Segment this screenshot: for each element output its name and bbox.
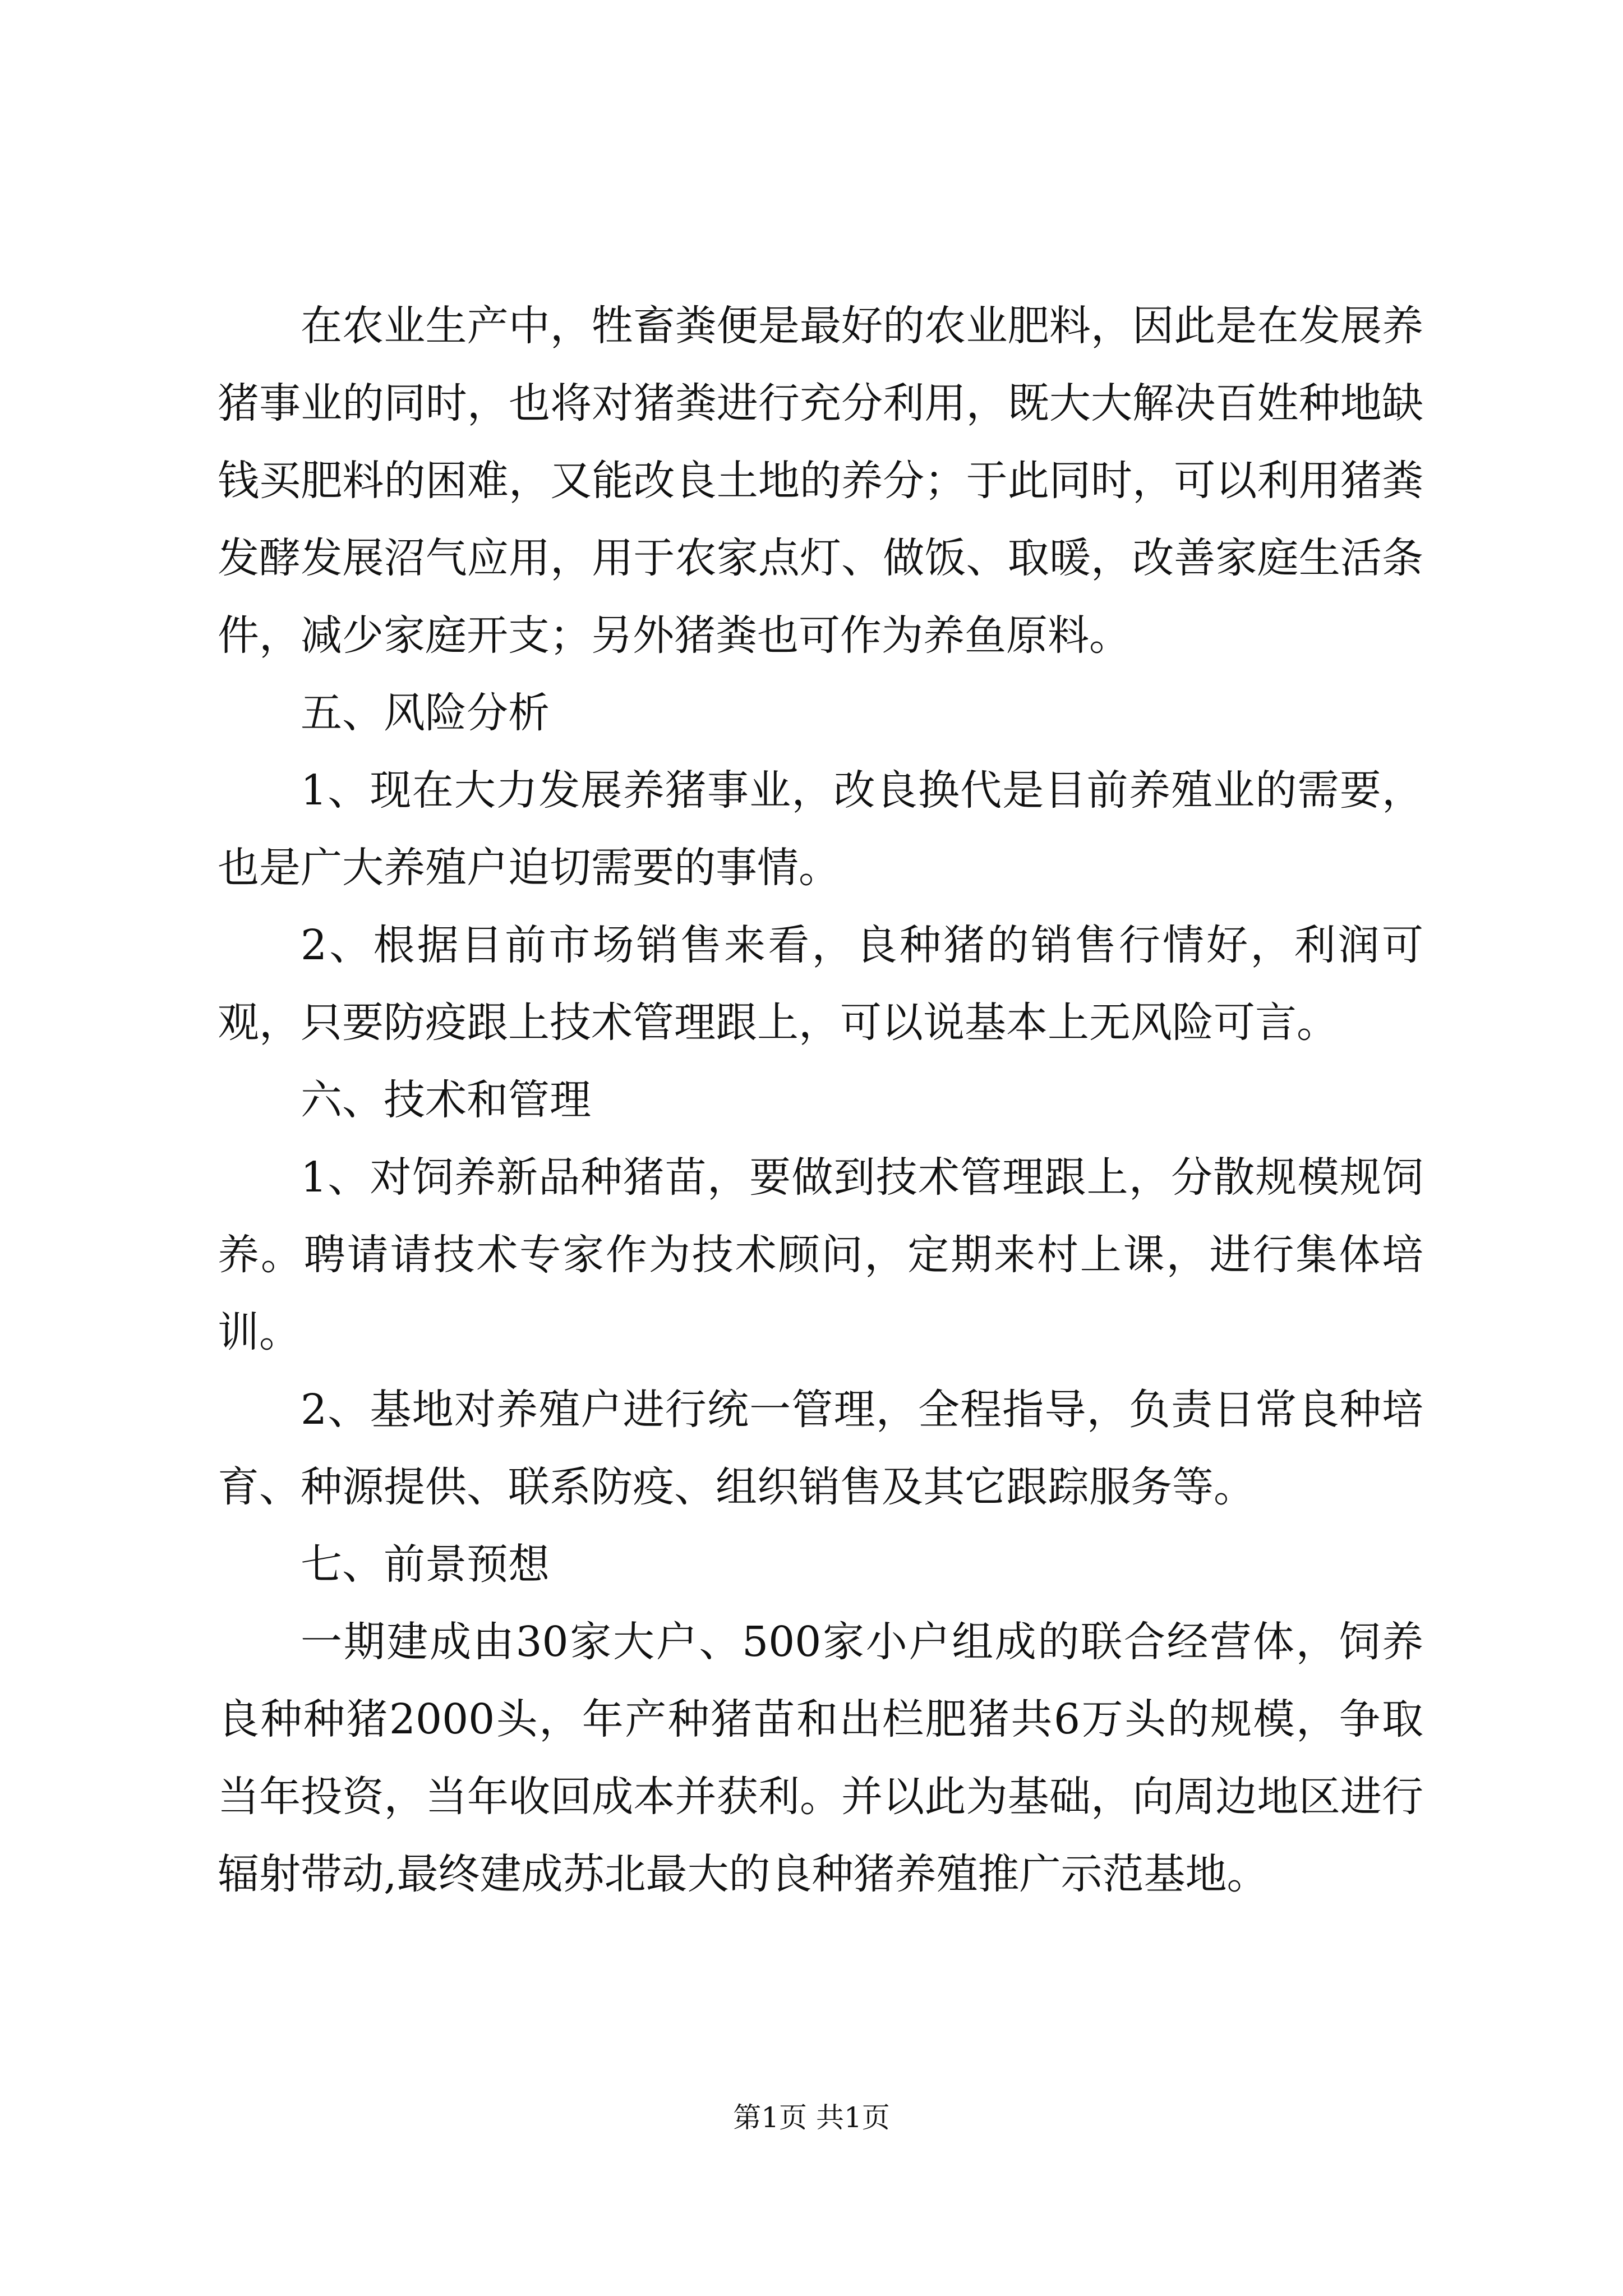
- document-body: [218, 287, 1423, 1913]
- paragraph-tech-2: 2、基地对养殖户进行统一管理，全程指导，负责日常良种培育、种源提供、联系防疫、组织销售及其它跟踪服务等。: [218, 1386, 1423, 1511]
- page-footer: 第1页 共1页: [733, 2101, 890, 2134]
- heading-outlook: 七、前景预想: [301, 1540, 550, 1589]
- paragraph-tech-1: 1、对饲养新品种猪苗，要做到技术管理跟上，分散规模规饲养。聘请请技术专家作为技术顾问，定期来村上课，进行集体培训。: [218, 1153, 1423, 1356]
- paragraph-outlook: 一期建成由30家大户、500家小户组成的联合经营体，饲养良种种猪2000头，年产种猪苗和出栏肥猪共6万头的规模，争取当年投资，当年收回成本并获利。并以此为基础，向周边地区进行辐射带动,最终建成苏北最大的良种猪养殖推广示范基地。: [218, 1618, 1423, 1898]
- paragraph-risk-1: 1、现在大力发展养猪事业，改良换代是目前养殖业的需要，也是广大养殖户迫切需要的事情。: [218, 766, 1423, 892]
- paragraph-risk-2: 2、根据目前市场销售来看，良种猪的销售行情好，利润可观，只要防疫跟上技术管理跟上，可以说基本上无风险可言。: [218, 921, 1423, 1047]
- paragraph-fertilizer: 在农业生产中，牲畜粪便是最好的农业肥料，因此是在发展养猪事业的同时，也将对猪粪进行充分利用，既大大解决百姓种地缺钱买肥料的困难，又能改良土地的养分；于此同时，可以利用猪粪发酵发展沼气应用，用于农家点灯、做饭、取暖，改善家庭生活条件，减少家庭开支；另外猪粪也可作为养鱼原料。: [218, 302, 1423, 660]
- heading-risk-analysis: 五、风险分析: [301, 689, 550, 737]
- heading-tech-management: 六、技术和管理: [301, 1076, 591, 1124]
